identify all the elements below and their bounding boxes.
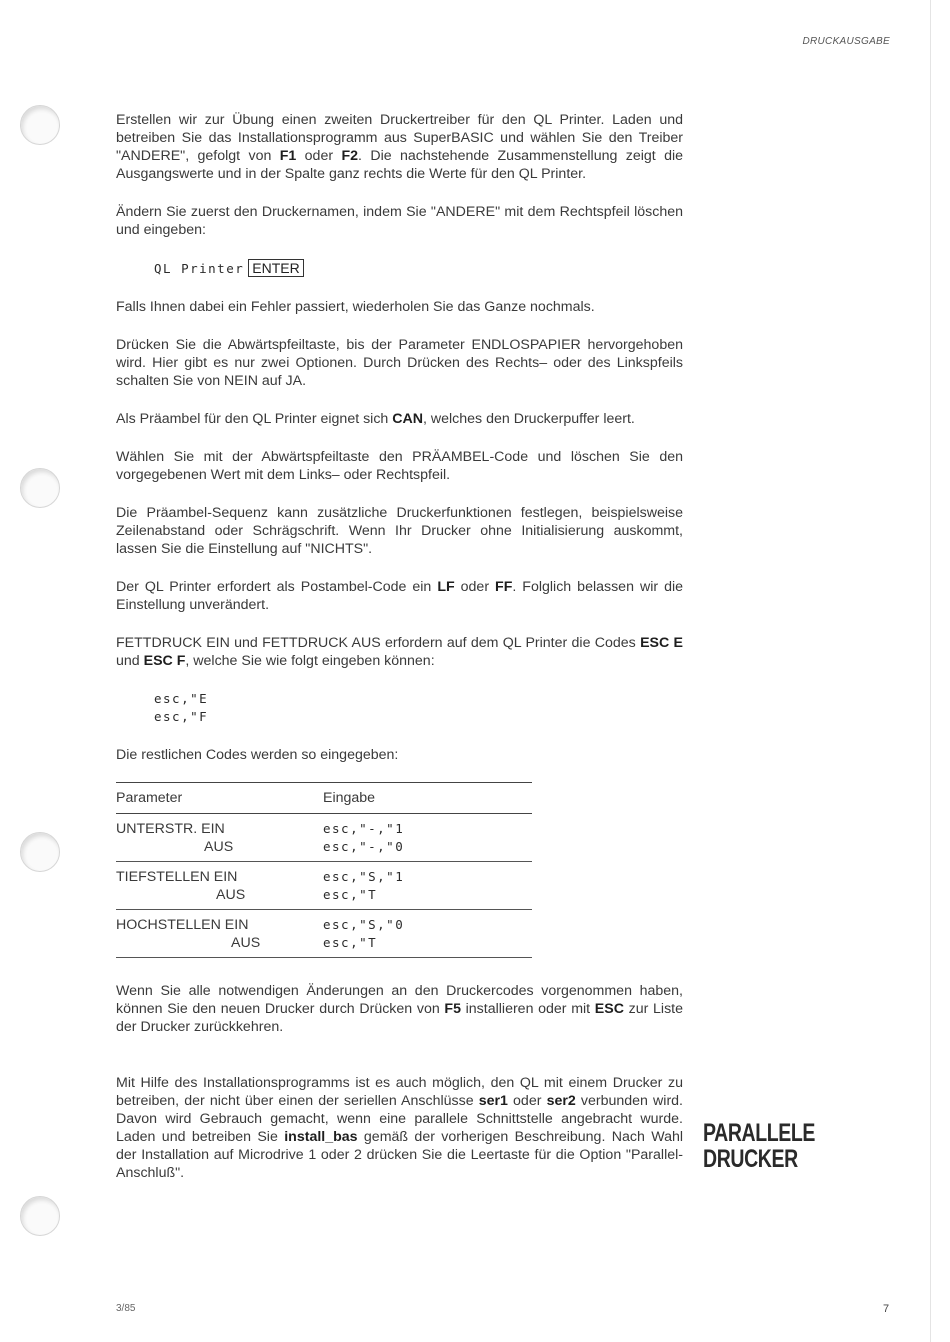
code-example: QL Printer ENTER bbox=[154, 259, 683, 278]
table-row: HOCHSTELLEN EIN AUS esc,"S,"0 esc,"T bbox=[116, 910, 532, 958]
paragraph: Wählen Sie mit der Abwärtspfeiltaste den PRÄAMBEL-Code und löschen Sie den vorgegebenen Wert mit dem Links– oder Rechtspfeil. bbox=[116, 449, 683, 483]
table-header: Parameter bbox=[116, 783, 323, 814]
enter-key: ENTER bbox=[248, 259, 303, 277]
paragraph: Drücken Sie die Abwärtspfeiltaste, bis der Parameter ENDLOSPAPIER hervorgehoben wird. Hier gibt es nur zwei Optionen. Durch Drücken des Rechts– oder des Linkspfeils schalten Sie von NEIN auf JA. bbox=[116, 337, 683, 389]
section-heading: PARALLELE DRUCKER bbox=[703, 1119, 816, 1173]
paragraph: Ändern Sie zuerst den Druckernamen, indem Sie "ANDERE" mit dem Rechtspfeil löschen und eingeben: bbox=[116, 204, 683, 238]
parameter-table bbox=[116, 782, 532, 958]
paragraph: Falls Ihnen dabei ein Fehler passiert, wiederholen Sie das Ganze nochmals. bbox=[116, 299, 595, 315]
paragraph: Als Präambel für den QL Printer eignet sich CAN, welches den Druckerpuffer leert. bbox=[116, 411, 635, 427]
binder-hole bbox=[20, 832, 60, 872]
paragraph: FETTDRUCK EIN und FETTDRUCK AUS erfordern auf dem QL Printer die Codes ESC E und ESC F, welche Sie wie folgt eingeben können: bbox=[116, 635, 683, 669]
paragraph: Erstellen wir zur Übung einen zweiten Druckertreiber für den QL Printer. Laden und betreiben Sie das Installationsprogramm aus SuperBASIC und wählen Sie den Treiber "ANDERE", gefolgt von F1 oder F2. Die nachstehende Zusammenstellung zeigt die Ausgangswerte und in der Spalte ganz rechts die Werte für den QL Printer. bbox=[116, 112, 684, 182]
paragraph: Der QL Printer erfordert als Postambel-Code ein LF oder FF. Folglich belassen wir die Einstellung unverändert. bbox=[116, 579, 683, 613]
paragraph: Die restlichen Codes werden so eingegeben: bbox=[116, 747, 399, 763]
paragraph: Die Präambel-Sequenz kann zusätzliche Druckerfunktionen festlegen, beispielsweise Zeilenabstand oder Schrägschrift. Wenn Ihr Drucker ohne Initialisierung auskommt, lassen Sie die Einstellung auf "NICHTS". bbox=[116, 505, 683, 557]
code-example: esc,"E esc,"F bbox=[154, 691, 209, 724]
binder-hole bbox=[20, 105, 60, 145]
paragraph: Wenn Sie alle notwendigen Änderungen an den Druckercodes vorgenommen haben, können Sie den neuen Drucker durch Drücken von F5 installieren oder mit ESC zur Liste der Drucker zurückkehren. bbox=[116, 983, 683, 1035]
page-number: 7 bbox=[883, 1303, 890, 1315]
running-header: DRUCKAUSGABE bbox=[802, 36, 890, 47]
paragraph: Mit Hilfe des Installationsprogramms ist es auch möglich, den QL mit einem Drucker zu betreiben, der nicht über einen der seriellen Anschlüsse ser1 oder ser2 verbunden wird. Davon wird Gebrauch gemacht, wenn eine parallele Schnittstelle angebracht wurde. Laden und betreiben Sie install_bas gemäß der vorherigen Beschreibung. Nach Wahl der Installation auf Microdrive 1 oder 2 drücken Sie die Leertaste für die Option "Parallel-Anschluß". bbox=[116, 1075, 684, 1181]
binder-hole bbox=[20, 468, 60, 508]
footer-date: 3/85 bbox=[116, 1303, 136, 1314]
binder-hole bbox=[20, 1196, 60, 1236]
body-text bbox=[116, 111, 683, 1202]
table-row: TIEFSTELLEN EIN AUS esc,"S,"1 esc,"T bbox=[116, 862, 532, 910]
table-header: Eingabe bbox=[323, 783, 532, 814]
table-row: UNTERSTR. EIN AUS esc,"-,"1 esc,"-,"0 bbox=[116, 814, 532, 862]
page-edge bbox=[930, 0, 931, 1342]
